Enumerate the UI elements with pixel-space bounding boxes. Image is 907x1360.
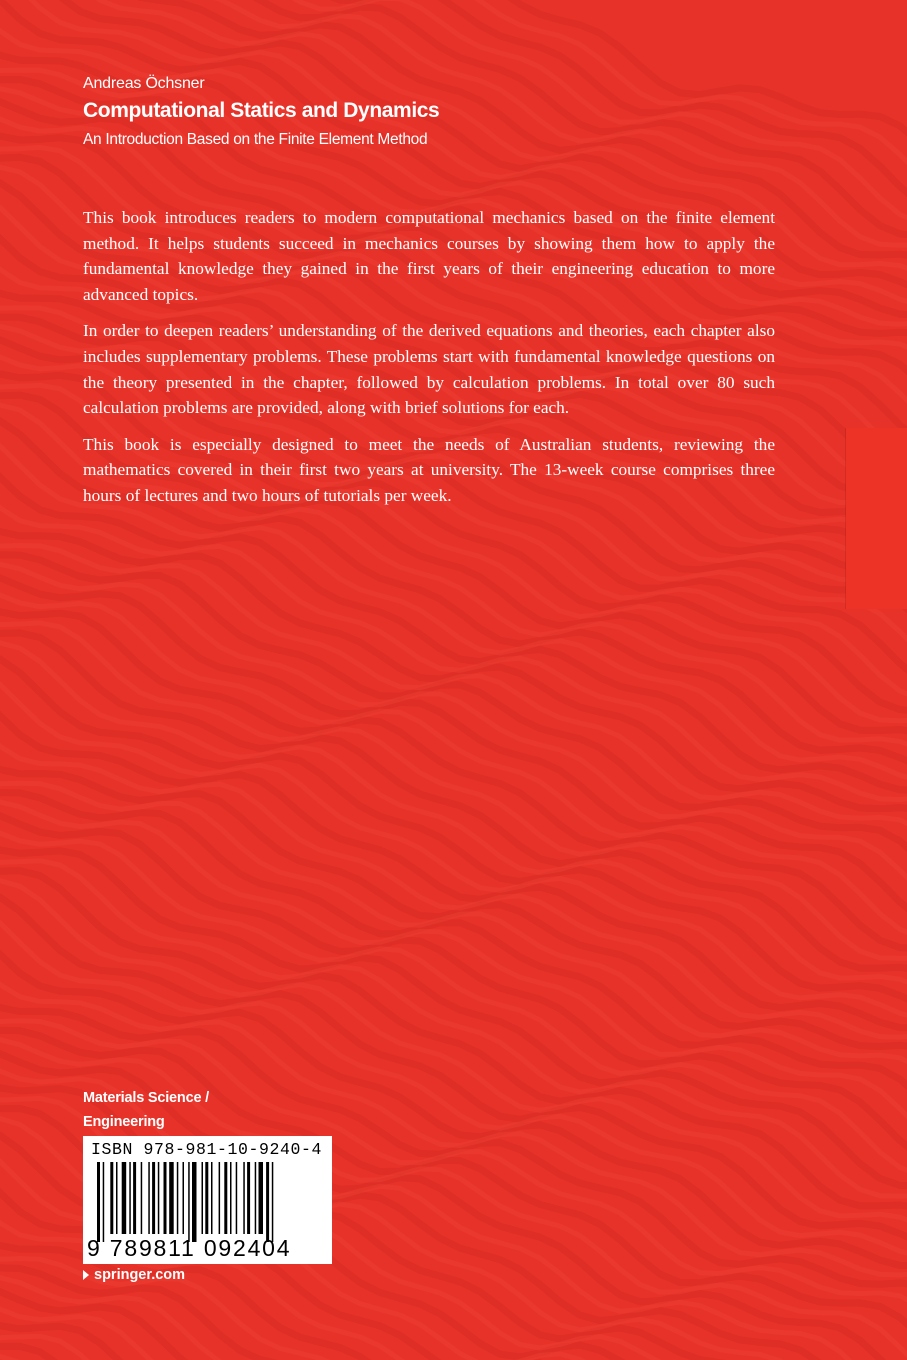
book-subtitle: An Introduction Based on the Finite Element Method [83, 131, 428, 148]
publisher-website[interactable] [83, 1266, 185, 1284]
barcode-bar [164, 1162, 167, 1234]
blurb-text [83, 205, 775, 520]
barcode-bar [202, 1162, 204, 1234]
barcode-bar [266, 1162, 269, 1242]
wave-line [0, 587, 907, 939]
barcode-bar [243, 1162, 245, 1234]
barcode-bar [205, 1162, 208, 1234]
barcode-bar [122, 1162, 127, 1234]
barcode-bar [158, 1162, 160, 1234]
barcode-bar [188, 1162, 190, 1242]
isbn-label: ISBN 978-981-10-9240-4 [91, 1140, 323, 1159]
barcode-bar [141, 1162, 143, 1234]
book-title: Computational Statics and Dynamics [83, 99, 440, 122]
category-line: Engineering [83, 1114, 165, 1130]
barcode-bar [255, 1162, 257, 1234]
triangle-right-icon [83, 1270, 89, 1280]
blurb-paragraph: This book introduces readers to modern computational mechanics based on the finite element method. It helps students succeed in mechanics courses by showing them how to apply the fundamental knowledge they gained in the first years of their engineering education to more advanced topics. [83, 208, 775, 304]
barcode-bar [230, 1162, 232, 1234]
barcode-bar [272, 1162, 274, 1242]
author-name: Andreas Öchsner [83, 75, 205, 92]
barcode-bar [110, 1162, 113, 1234]
barcode-bar [133, 1162, 136, 1234]
barcode-bar [259, 1162, 264, 1234]
barcode-bar [177, 1162, 179, 1234]
barcode-bar [152, 1162, 155, 1234]
barcode-bar [103, 1162, 105, 1242]
book-header [83, 74, 783, 150]
barcode-digits: 9 789811 092404 [87, 1235, 292, 1261]
barcode-bar [224, 1162, 227, 1234]
barcode-bar [97, 1162, 100, 1242]
blurb-paragraph: This book is especially designed to meet the needs of Australian students, reviewing the mathematics covered in their first two years at university. The 13-week course comprises three hours of lectures and two hours of tutorials per week. [83, 434, 775, 505]
barcode-bar [192, 1162, 197, 1242]
barcode-bar [211, 1162, 213, 1234]
barcode-bar [169, 1162, 174, 1234]
subject-category [83, 1086, 209, 1134]
isbn-barcode [83, 1136, 332, 1264]
barcode-bar [129, 1162, 131, 1234]
website-link[interactable]: springer.com [94, 1267, 186, 1283]
blurb-paragraph: In order to deepen readers’ understanding of the derived equations and theories, each chapter also includes supplementary problems. These problems start with fundamental knowledge questions on the theory presented in the chapter, followed by calculation problems. In total over 80 such calculation problems are provided, along with brief solutions for each. [83, 321, 775, 418]
barcode-bar [236, 1162, 238, 1234]
barcode-bar [247, 1162, 250, 1234]
barcode-bar [148, 1162, 150, 1234]
barcode-bar [219, 1162, 221, 1234]
barcode-bar [116, 1162, 118, 1234]
barcode-bar [183, 1162, 185, 1234]
spine-color-tab [846, 428, 907, 609]
category-line: Materials Science / [83, 1090, 209, 1106]
